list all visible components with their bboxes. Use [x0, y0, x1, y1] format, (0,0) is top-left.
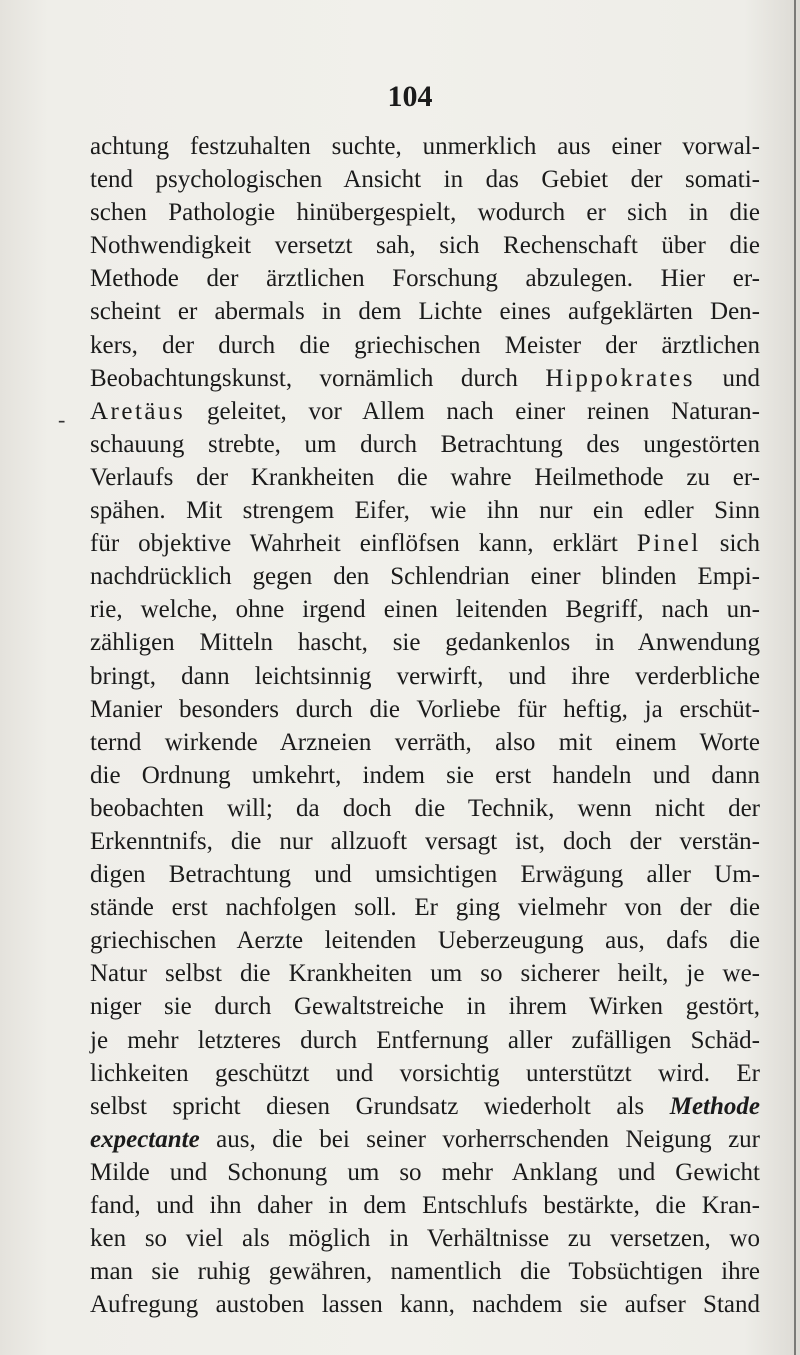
- text-segment: zähligen Mitteln hascht, sie gedankenlos in Anwendung: [90, 629, 760, 657]
- text-line: [90, 990, 760, 1023]
- text-segment: ternd wirkende Arzneien verräth, also mit einem Worte: [90, 728, 760, 756]
- text-segment: Aufregung austoben lassen kann, nachdem sie aufser Stand: [90, 1291, 760, 1319]
- text-segment: Natur selbst die Krankheiten um so sicherer heilt, je we-: [90, 960, 760, 988]
- text-segment: man sie ruhig gewähren, namentlich die Tobsüchtigen ihre: [90, 1258, 760, 1286]
- text-line: [90, 163, 760, 196]
- text-segment: stände erst nachfolgen soll. Er ging vielmehr von der die: [90, 894, 760, 922]
- text-line: [90, 593, 760, 626]
- text-segment: Beobachtungskunst, vornämlich durch: [90, 364, 546, 392]
- text-line: [90, 1288, 760, 1321]
- text-segment: Milde und Schonung um so mehr Anklang und Gewicht: [90, 1158, 760, 1186]
- text-segment: rie, welche, ohne irgend einen leitenden Begriff, nach un-: [90, 596, 760, 624]
- page-edge-line: [794, 0, 796, 1355]
- spaced-name: Aretäus: [90, 397, 186, 425]
- text-segment: Erkenntnifs, die nur allzuoft versagt ist, doch der verstän-: [90, 827, 760, 855]
- margin-mark: -: [58, 407, 66, 432]
- text-segment: achtung festzuhalten suchte, unmerklich aus einer vorwal-: [90, 133, 760, 160]
- text-line: [90, 395, 760, 428]
- text-segment: lichkeiten geschützt und vorsichtig unterstützt wird. Er: [90, 1059, 760, 1087]
- body-text: [90, 130, 760, 1321]
- text-line: [90, 1090, 760, 1123]
- text-line: [90, 560, 760, 593]
- text-segment: ken so viel als möglich in Verhältnisse zu versetzen, wo: [90, 1225, 760, 1253]
- page-number: 104: [387, 80, 433, 113]
- text-line: [90, 428, 760, 461]
- text-line: [90, 262, 760, 295]
- text-line: [90, 924, 760, 957]
- text-line: [90, 130, 760, 163]
- text-segment: je mehr letzteres durch Entfernung aller zufälligen Schäd-: [90, 1026, 760, 1054]
- text-line: [90, 626, 760, 659]
- text-line: [90, 858, 760, 891]
- text-segment: Manier besonders durch die Vorliebe für heftig, ja erschüt-: [90, 695, 760, 723]
- text-segment: nachdrücklich gegen den Schlendrian einer blinden Empi-: [90, 563, 760, 591]
- text-line: [90, 461, 760, 494]
- text-segment: die Ordnung umkehrt, indem sie erst handeln und dann: [90, 761, 760, 789]
- text-segment: griechischen Aerzte leitenden Ueberzeugung aus, dafs die: [90, 927, 760, 955]
- text-segment: Nothwendigkeit versetzt sah, sich Rechenschaft über die: [90, 232, 760, 260]
- text-segment: niger sie durch Gewaltstreiche in ihrem Wirken gestört,: [90, 993, 760, 1021]
- text-line: [90, 295, 760, 328]
- text-line: [90, 1123, 760, 1156]
- text-segment: und: [695, 364, 761, 392]
- text-segment: digen Betrachtung und umsichtigen Erwägung aller Um-: [90, 861, 760, 889]
- text-line: [90, 693, 760, 726]
- spaced-name: Pinel: [636, 530, 701, 558]
- text-line: [90, 196, 760, 229]
- text-segment: spähen. Mit strengem Eifer, wie ihn nur ein edler Sinn: [90, 497, 760, 525]
- text-segment: schauung strebte, um durch Betrachtung des ungestörten: [90, 430, 760, 458]
- text-segment: Verlaufs der Krankheiten die wahre Heilmethode zu er-: [90, 463, 760, 491]
- text-line: [90, 891, 760, 924]
- text-line: [90, 1222, 760, 1255]
- text-line: [90, 229, 760, 262]
- italic-term: Methode: [669, 1092, 760, 1120]
- text-line: [90, 660, 760, 693]
- text-line: [90, 1255, 760, 1288]
- text-segment: selbst spricht diesen Grundsatz wiederholt als: [90, 1092, 670, 1120]
- text-segment: sich: [700, 530, 760, 558]
- text-line: [90, 1057, 760, 1090]
- spaced-name: Hippokrates: [545, 364, 696, 392]
- text-line: [90, 957, 760, 990]
- text-segment: aus, die bei seiner vorherrschenden Neigung zur: [199, 1125, 760, 1153]
- text-line: [90, 759, 760, 792]
- text-segment: tend psychologischen Ansicht in das Gebiet der somati-: [90, 166, 760, 194]
- text-segment: beobachten will; da doch die Technik, wenn nicht der: [90, 794, 760, 822]
- text-line: [90, 527, 760, 560]
- text-segment: fand, und ihn daher in dem Entschlufs bestärkte, die Kran-: [90, 1192, 760, 1219]
- text-line: [90, 329, 760, 362]
- text-segment: geleitet, vor Allem nach einer reinen Naturan-: [185, 397, 760, 425]
- text-segment: kers, der durch die griechischen Meister der ärztlichen: [90, 331, 760, 359]
- text-segment: scheint er abermals in dem Lichte eines aufgeklärten Den-: [90, 298, 760, 326]
- text-segment: schen Pathologie hinübergespielt, wodurch er sich in die: [90, 199, 760, 227]
- text-line: [90, 494, 760, 527]
- text-line: [90, 1024, 760, 1057]
- text-line: [90, 1189, 760, 1222]
- text-segment: bringt, dann leichtsinnig verwirft, und ihre verderbliche: [90, 662, 760, 690]
- text-line: [90, 726, 760, 759]
- text-segment: für objektive Wahrheit einflöfsen kann, erklärt: [90, 530, 637, 558]
- text-line: [90, 1156, 760, 1189]
- text-line: [90, 792, 760, 825]
- text-line: [90, 362, 760, 395]
- text-segment: Methode der ärztlichen Forschung abzulegen. Hier er-: [90, 265, 760, 293]
- text-line: [90, 825, 760, 858]
- italic-term: expectante: [90, 1125, 200, 1153]
